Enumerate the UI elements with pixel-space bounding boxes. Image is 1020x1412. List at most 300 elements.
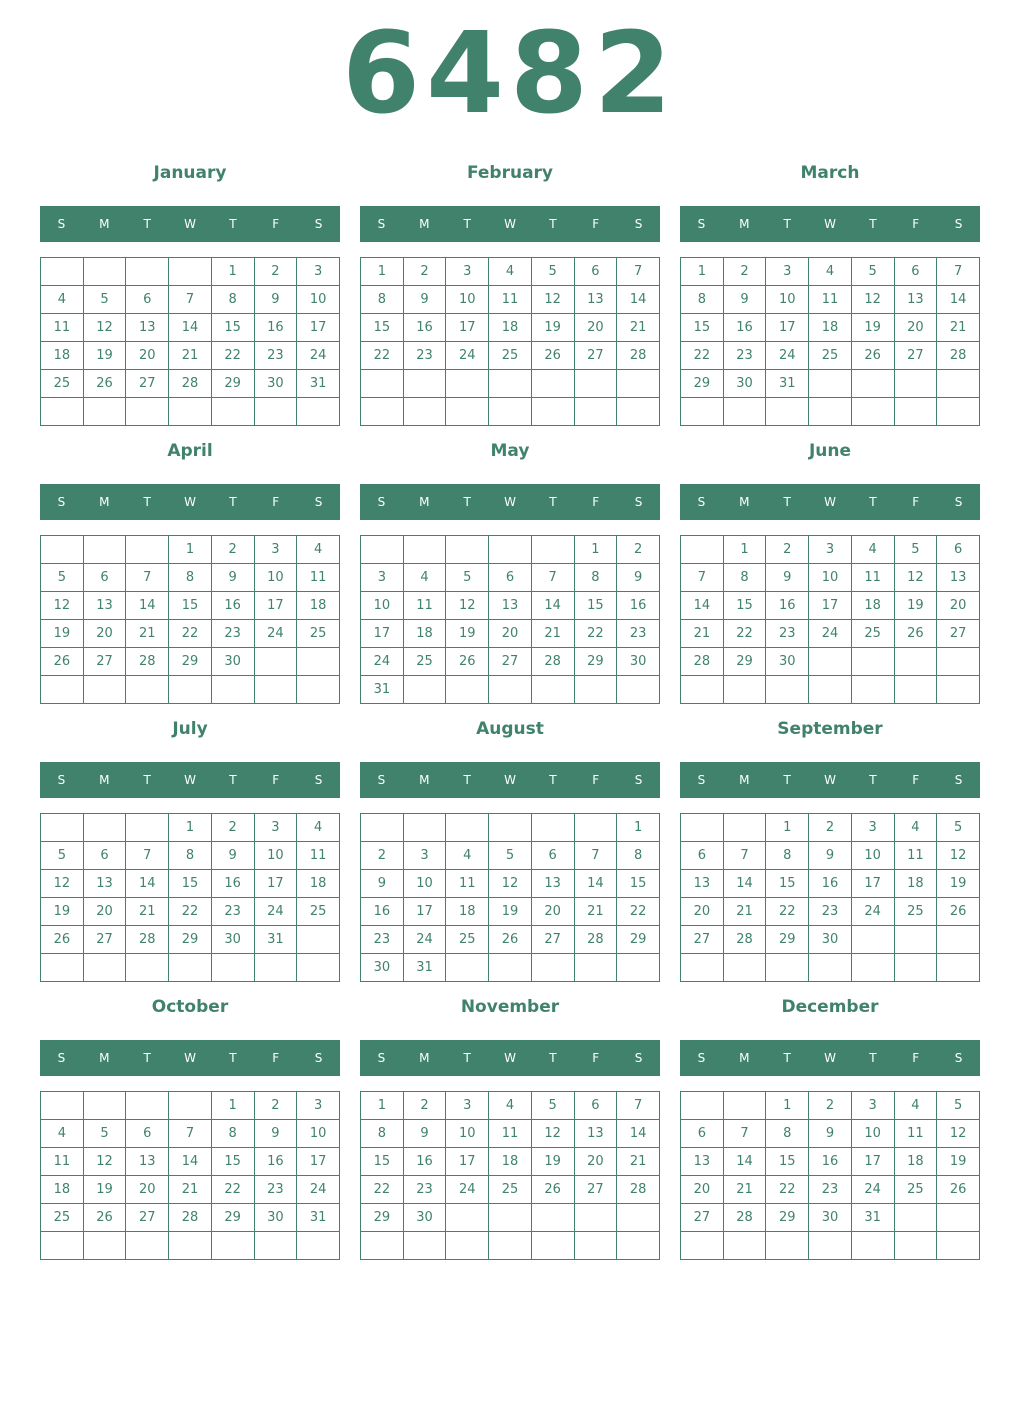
day-cell bbox=[361, 1232, 404, 1260]
day-cell bbox=[766, 1232, 809, 1260]
week-row bbox=[41, 314, 340, 342]
day-cell: 14 bbox=[617, 286, 660, 314]
day-cell: 21 bbox=[617, 314, 660, 342]
day-cell: 30 bbox=[403, 1204, 446, 1232]
day-cell: 17 bbox=[297, 1148, 340, 1176]
day-cell: 28 bbox=[617, 1176, 660, 1204]
day-cell bbox=[446, 536, 489, 564]
week-row bbox=[41, 592, 340, 620]
day-cell: 26 bbox=[531, 1176, 574, 1204]
weekday-label: S bbox=[314, 217, 323, 231]
day-cell: 23 bbox=[254, 1176, 297, 1204]
day-cell bbox=[41, 258, 84, 286]
weekday-label: T bbox=[463, 217, 471, 231]
day-cell: 8 bbox=[169, 842, 212, 870]
day-cell: 19 bbox=[83, 342, 126, 370]
day-cell: 8 bbox=[766, 842, 809, 870]
day-cell: 9 bbox=[254, 286, 297, 314]
weekday-label: T bbox=[549, 495, 557, 509]
day-cell: 16 bbox=[254, 1148, 297, 1176]
weekday-label: S bbox=[634, 1051, 643, 1065]
day-cell: 4 bbox=[41, 1120, 84, 1148]
weekday-label: F bbox=[912, 217, 920, 231]
day-cell: 12 bbox=[83, 1148, 126, 1176]
weekday-label: S bbox=[57, 773, 66, 787]
day-cell: 26 bbox=[937, 1176, 980, 1204]
weekday-label: W bbox=[824, 495, 836, 509]
day-cell: 24 bbox=[254, 898, 297, 926]
day-cell: 28 bbox=[937, 342, 980, 370]
day-grid bbox=[360, 1091, 660, 1260]
weekday-label: M bbox=[739, 217, 750, 231]
day-cell bbox=[254, 1232, 297, 1260]
day-cell bbox=[937, 1204, 980, 1232]
day-cell: 7 bbox=[723, 842, 766, 870]
weekday-label: F bbox=[272, 773, 280, 787]
day-cell bbox=[254, 648, 297, 676]
day-cell: 3 bbox=[851, 814, 894, 842]
day-cell: 30 bbox=[211, 926, 254, 954]
day-cell bbox=[617, 370, 660, 398]
day-cell: 7 bbox=[169, 286, 212, 314]
weekday-label: W bbox=[824, 217, 836, 231]
day-cell: 30 bbox=[254, 1204, 297, 1232]
day-cell: 17 bbox=[851, 870, 894, 898]
day-cell bbox=[851, 370, 894, 398]
weekday-label: W bbox=[824, 1051, 836, 1065]
day-cell: 12 bbox=[446, 592, 489, 620]
day-cell: 15 bbox=[361, 314, 404, 342]
day-cell: 16 bbox=[809, 1148, 852, 1176]
day-cell: 5 bbox=[937, 1092, 980, 1120]
weekday-label: T bbox=[143, 773, 151, 787]
day-cell: 19 bbox=[531, 314, 574, 342]
day-cell: 3 bbox=[446, 1092, 489, 1120]
day-cell: 5 bbox=[489, 842, 532, 870]
day-cell bbox=[446, 1232, 489, 1260]
weekday-header bbox=[40, 1040, 340, 1076]
day-cell: 13 bbox=[83, 870, 126, 898]
weekday-label: S bbox=[697, 773, 706, 787]
day-cell: 19 bbox=[937, 1148, 980, 1176]
day-cell: 14 bbox=[723, 870, 766, 898]
day-cell bbox=[211, 1232, 254, 1260]
day-cell: 15 bbox=[169, 870, 212, 898]
day-cell: 18 bbox=[297, 592, 340, 620]
day-cell: 2 bbox=[211, 814, 254, 842]
day-cell: 4 bbox=[894, 1092, 937, 1120]
weekday-label: T bbox=[229, 217, 237, 231]
day-cell: 9 bbox=[809, 1120, 852, 1148]
day-cell: 1 bbox=[211, 1092, 254, 1120]
day-cell: 31 bbox=[254, 926, 297, 954]
day-cell: 25 bbox=[809, 342, 852, 370]
weekday-label: F bbox=[272, 217, 280, 231]
week-row bbox=[681, 258, 980, 286]
day-cell: 6 bbox=[83, 564, 126, 592]
day-cell: 24 bbox=[851, 1176, 894, 1204]
day-cell: 1 bbox=[617, 814, 660, 842]
day-cell bbox=[254, 954, 297, 982]
week-row bbox=[681, 1120, 980, 1148]
day-cell bbox=[574, 370, 617, 398]
week-row bbox=[681, 342, 980, 370]
day-cell bbox=[41, 814, 84, 842]
week-row bbox=[681, 398, 980, 426]
weekday-label: T bbox=[229, 495, 237, 509]
day-cell: 10 bbox=[361, 592, 404, 620]
day-cell: 23 bbox=[361, 926, 404, 954]
day-cell bbox=[723, 1232, 766, 1260]
day-cell bbox=[489, 676, 532, 704]
day-cell: 22 bbox=[211, 1176, 254, 1204]
week-row bbox=[41, 1092, 340, 1120]
day-cell: 21 bbox=[126, 898, 169, 926]
day-cell: 11 bbox=[489, 286, 532, 314]
weekday-label: F bbox=[592, 495, 600, 509]
day-cell: 19 bbox=[894, 592, 937, 620]
day-cell: 2 bbox=[361, 842, 404, 870]
day-cell: 24 bbox=[446, 1176, 489, 1204]
day-cell: 25 bbox=[894, 1176, 937, 1204]
weekday-label: T bbox=[549, 1051, 557, 1065]
day-cell: 3 bbox=[297, 1092, 340, 1120]
day-cell: 23 bbox=[211, 620, 254, 648]
weekday-label: F bbox=[912, 1051, 920, 1065]
day-cell: 1 bbox=[766, 814, 809, 842]
day-cell: 2 bbox=[766, 536, 809, 564]
weekday-label: M bbox=[419, 1051, 430, 1065]
day-cell: 5 bbox=[531, 258, 574, 286]
day-grid bbox=[680, 535, 980, 704]
day-cell: 21 bbox=[126, 620, 169, 648]
day-cell: 2 bbox=[211, 536, 254, 564]
day-cell: 20 bbox=[681, 898, 724, 926]
day-cell bbox=[574, 954, 617, 982]
day-cell bbox=[83, 536, 126, 564]
week-row bbox=[41, 814, 340, 842]
day-cell bbox=[681, 954, 724, 982]
day-cell: 16 bbox=[361, 898, 404, 926]
day-grid bbox=[360, 257, 660, 426]
weekday-header bbox=[680, 762, 980, 798]
week-row bbox=[681, 592, 980, 620]
day-cell: 25 bbox=[403, 648, 446, 676]
day-cell: 11 bbox=[403, 592, 446, 620]
day-cell: 9 bbox=[403, 286, 446, 314]
day-cell: 2 bbox=[254, 258, 297, 286]
day-cell: 6 bbox=[574, 258, 617, 286]
day-cell: 28 bbox=[723, 926, 766, 954]
day-cell: 2 bbox=[809, 814, 852, 842]
day-cell: 18 bbox=[851, 592, 894, 620]
day-cell: 28 bbox=[126, 648, 169, 676]
week-row bbox=[681, 1204, 980, 1232]
day-cell: 22 bbox=[211, 342, 254, 370]
day-cell bbox=[851, 1232, 894, 1260]
day-cell: 23 bbox=[254, 342, 297, 370]
day-cell: 10 bbox=[851, 1120, 894, 1148]
day-cell bbox=[41, 1232, 84, 1260]
day-cell bbox=[766, 398, 809, 426]
day-cell: 22 bbox=[766, 898, 809, 926]
day-cell: 25 bbox=[489, 1176, 532, 1204]
day-cell: 27 bbox=[681, 1204, 724, 1232]
day-cell bbox=[617, 1232, 660, 1260]
day-cell: 24 bbox=[446, 342, 489, 370]
day-cell: 20 bbox=[681, 1176, 724, 1204]
day-cell: 10 bbox=[446, 286, 489, 314]
day-grid bbox=[680, 813, 980, 982]
month-title: October bbox=[151, 997, 229, 1017]
day-cell bbox=[937, 398, 980, 426]
day-cell: 30 bbox=[361, 954, 404, 982]
day-cell: 9 bbox=[723, 286, 766, 314]
day-cell: 31 bbox=[403, 954, 446, 982]
day-cell bbox=[531, 1204, 574, 1232]
day-cell bbox=[403, 676, 446, 704]
weekday-label: S bbox=[634, 773, 643, 787]
day-cell: 31 bbox=[297, 1204, 340, 1232]
day-cell: 1 bbox=[211, 258, 254, 286]
week-row bbox=[681, 1232, 980, 1260]
day-grid bbox=[360, 813, 660, 982]
day-cell: 16 bbox=[211, 592, 254, 620]
week-row bbox=[41, 258, 340, 286]
day-cell: 4 bbox=[894, 814, 937, 842]
day-cell bbox=[851, 398, 894, 426]
day-cell: 19 bbox=[41, 898, 84, 926]
day-cell: 28 bbox=[126, 926, 169, 954]
weekday-header bbox=[680, 1040, 980, 1076]
week-row bbox=[361, 1232, 660, 1260]
day-cell: 28 bbox=[169, 1204, 212, 1232]
month-title: August bbox=[476, 719, 544, 739]
day-cell: 2 bbox=[809, 1092, 852, 1120]
day-cell: 2 bbox=[403, 258, 446, 286]
day-cell: 8 bbox=[574, 564, 617, 592]
day-cell: 5 bbox=[446, 564, 489, 592]
day-cell: 20 bbox=[126, 1176, 169, 1204]
weekday-label: S bbox=[954, 217, 963, 231]
day-cell: 16 bbox=[254, 314, 297, 342]
weekday-label: M bbox=[739, 495, 750, 509]
day-grid bbox=[680, 1091, 980, 1260]
day-cell: 12 bbox=[83, 314, 126, 342]
day-cell bbox=[211, 954, 254, 982]
day-cell bbox=[254, 398, 297, 426]
day-cell bbox=[126, 954, 169, 982]
day-cell: 19 bbox=[937, 870, 980, 898]
week-row bbox=[41, 370, 340, 398]
weekday-label: S bbox=[377, 217, 386, 231]
day-cell bbox=[169, 1092, 212, 1120]
day-cell: 13 bbox=[937, 564, 980, 592]
day-cell: 22 bbox=[574, 620, 617, 648]
day-cell: 18 bbox=[489, 314, 532, 342]
day-cell bbox=[723, 1092, 766, 1120]
week-row bbox=[361, 676, 660, 704]
week-row bbox=[681, 370, 980, 398]
day-cell: 9 bbox=[809, 842, 852, 870]
week-row bbox=[361, 954, 660, 982]
weekday-label: T bbox=[783, 495, 791, 509]
day-cell: 29 bbox=[574, 648, 617, 676]
day-cell: 5 bbox=[937, 814, 980, 842]
day-cell: 26 bbox=[83, 1204, 126, 1232]
day-cell: 11 bbox=[41, 1148, 84, 1176]
day-cell: 13 bbox=[489, 592, 532, 620]
weekday-label: T bbox=[783, 1051, 791, 1065]
day-cell bbox=[126, 258, 169, 286]
week-row bbox=[681, 898, 980, 926]
day-cell bbox=[403, 536, 446, 564]
day-cell: 8 bbox=[211, 1120, 254, 1148]
day-cell: 3 bbox=[446, 258, 489, 286]
day-cell: 6 bbox=[126, 1120, 169, 1148]
month-title: September bbox=[777, 719, 883, 739]
day-cell: 18 bbox=[41, 342, 84, 370]
weekday-label: T bbox=[549, 773, 557, 787]
day-cell: 7 bbox=[126, 564, 169, 592]
day-cell: 23 bbox=[211, 898, 254, 926]
day-cell: 18 bbox=[894, 1148, 937, 1176]
day-cell: 16 bbox=[617, 592, 660, 620]
day-cell: 15 bbox=[766, 870, 809, 898]
day-cell: 5 bbox=[41, 842, 84, 870]
day-cell bbox=[83, 1092, 126, 1120]
day-cell: 27 bbox=[681, 926, 724, 954]
day-cell bbox=[297, 398, 340, 426]
day-cell: 2 bbox=[617, 536, 660, 564]
day-cell: 3 bbox=[766, 258, 809, 286]
week-row bbox=[41, 1120, 340, 1148]
day-cell: 15 bbox=[211, 1148, 254, 1176]
day-cell: 18 bbox=[403, 620, 446, 648]
week-row bbox=[41, 536, 340, 564]
day-cell: 6 bbox=[937, 536, 980, 564]
day-cell: 20 bbox=[83, 898, 126, 926]
day-cell: 14 bbox=[169, 314, 212, 342]
day-cell bbox=[937, 370, 980, 398]
day-cell: 27 bbox=[937, 620, 980, 648]
day-cell bbox=[403, 398, 446, 426]
day-grid bbox=[40, 813, 340, 982]
day-cell: 19 bbox=[851, 314, 894, 342]
day-cell bbox=[681, 1232, 724, 1260]
week-row bbox=[361, 592, 660, 620]
day-cell bbox=[83, 398, 126, 426]
day-cell: 17 bbox=[254, 870, 297, 898]
week-row bbox=[41, 870, 340, 898]
day-cell: 17 bbox=[254, 592, 297, 620]
day-cell bbox=[894, 926, 937, 954]
day-cell: 31 bbox=[297, 370, 340, 398]
weekday-label: M bbox=[99, 495, 110, 509]
day-cell bbox=[809, 648, 852, 676]
day-grid bbox=[360, 535, 660, 704]
weekday-label: F bbox=[272, 495, 280, 509]
day-cell: 7 bbox=[617, 258, 660, 286]
weekday-label: S bbox=[697, 217, 706, 231]
day-cell: 5 bbox=[41, 564, 84, 592]
day-cell bbox=[83, 814, 126, 842]
week-row bbox=[41, 842, 340, 870]
day-cell: 29 bbox=[766, 926, 809, 954]
day-cell: 7 bbox=[169, 1120, 212, 1148]
day-cell: 29 bbox=[617, 926, 660, 954]
weekday-label: S bbox=[697, 495, 706, 509]
weekday-label: T bbox=[783, 217, 791, 231]
weekday-label: S bbox=[634, 217, 643, 231]
week-row bbox=[361, 564, 660, 592]
day-cell: 6 bbox=[126, 286, 169, 314]
day-cell bbox=[531, 1232, 574, 1260]
day-cell bbox=[531, 398, 574, 426]
day-cell bbox=[41, 536, 84, 564]
day-cell: 11 bbox=[297, 842, 340, 870]
weekday-label: M bbox=[99, 217, 110, 231]
day-cell: 24 bbox=[851, 898, 894, 926]
day-cell bbox=[169, 1232, 212, 1260]
day-cell: 26 bbox=[489, 926, 532, 954]
day-cell bbox=[446, 676, 489, 704]
day-cell: 6 bbox=[681, 1120, 724, 1148]
day-cell bbox=[894, 676, 937, 704]
weekday-header bbox=[680, 206, 980, 242]
day-cell bbox=[574, 1232, 617, 1260]
week-row bbox=[41, 1148, 340, 1176]
day-cell: 26 bbox=[894, 620, 937, 648]
day-cell: 25 bbox=[41, 370, 84, 398]
week-row bbox=[361, 620, 660, 648]
day-cell: 9 bbox=[361, 870, 404, 898]
day-cell: 25 bbox=[297, 620, 340, 648]
day-cell: 11 bbox=[851, 564, 894, 592]
day-cell bbox=[809, 954, 852, 982]
day-cell: 29 bbox=[681, 370, 724, 398]
day-cell: 14 bbox=[169, 1148, 212, 1176]
day-cell bbox=[894, 648, 937, 676]
week-row bbox=[41, 648, 340, 676]
day-cell: 21 bbox=[723, 1176, 766, 1204]
week-row bbox=[41, 676, 340, 704]
day-cell: 4 bbox=[489, 258, 532, 286]
weekday-label: F bbox=[592, 773, 600, 787]
day-cell bbox=[937, 926, 980, 954]
day-cell: 3 bbox=[361, 564, 404, 592]
day-cell bbox=[723, 814, 766, 842]
day-cell: 12 bbox=[937, 1120, 980, 1148]
day-cell: 18 bbox=[809, 314, 852, 342]
day-cell: 27 bbox=[489, 648, 532, 676]
month-title: June bbox=[808, 441, 852, 461]
day-cell: 22 bbox=[169, 620, 212, 648]
day-cell: 10 bbox=[297, 1120, 340, 1148]
day-cell: 10 bbox=[254, 842, 297, 870]
week-row bbox=[41, 1204, 340, 1232]
day-cell: 12 bbox=[851, 286, 894, 314]
day-cell: 14 bbox=[574, 870, 617, 898]
day-cell bbox=[851, 954, 894, 982]
weekday-label: W bbox=[184, 773, 196, 787]
weekday-label: T bbox=[869, 217, 877, 231]
day-cell: 22 bbox=[361, 342, 404, 370]
day-cell bbox=[723, 954, 766, 982]
day-cell: 29 bbox=[169, 648, 212, 676]
day-cell: 17 bbox=[361, 620, 404, 648]
week-row bbox=[41, 286, 340, 314]
